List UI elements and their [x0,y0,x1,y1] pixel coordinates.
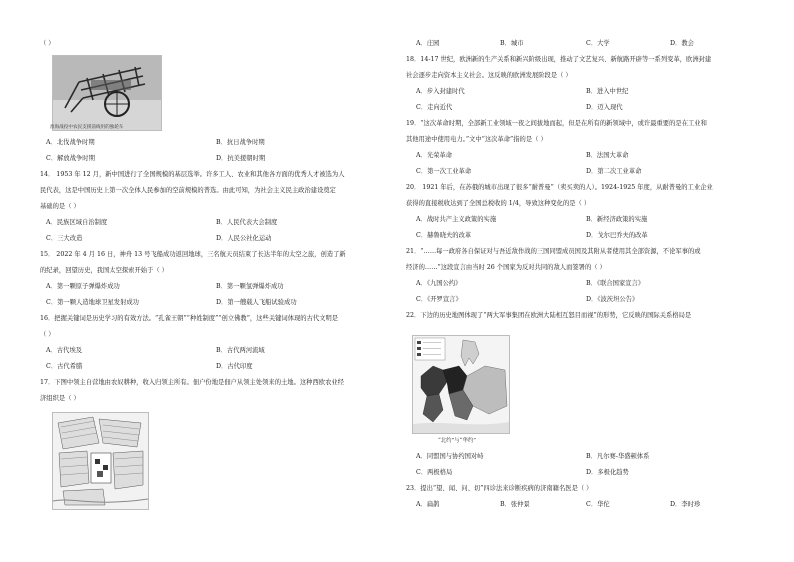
q16-option-c[interactable]: C．古代希腊 [46,363,83,370]
q20-line-1: 20． 1921 年后，在苏俄的城市出现了很多“耐普曼”（卖买卖的人）。1924-1925 年度，从耐普曼的工业企业 [406,184,713,191]
q17-option-c[interactable]: C．大学 [586,40,610,47]
q15-line-2: 的纪录，回望历史，我国太空探索开始于（ ） [40,267,168,274]
q19-option-a[interactable]: A．光荣革命 [416,152,453,159]
q18-option-b[interactable]: B．进入中世纪 [586,88,629,95]
q22-option-b[interactable]: B．凡尔赛-华盛顿体系 [586,453,650,460]
q19-line-2: 其他用途中使用电力。”文中“这次革命”指的是（ ） [406,136,547,143]
q21-option-a[interactable]: A．《九国公约》 [416,280,462,287]
q20-option-b[interactable]: B．新经济政策的实施 [586,216,648,223]
q21-option-b[interactable]: B．《联合国家宣言》 [586,280,645,287]
q20-option-a[interactable]: A．战时共产主义政策的实施 [416,216,497,223]
q22-map-caption: “北约”与“华约” [438,438,476,444]
q23-option-b[interactable]: B．张仲景 [500,501,530,508]
q21-option-c[interactable]: C．《开罗宣言》 [416,296,462,303]
q15-option-b[interactable]: B．第一颗氢弹爆炸成功 [216,283,284,290]
q17-line-2: 济组织是（ ） [40,395,80,402]
q22-option-d[interactable]: D．多极化趋势 [586,469,629,476]
q14-line-3: 基础的是（ ） [40,203,80,210]
q14-option-a[interactable]: A．民族区域自治制度 [46,219,108,226]
q18-option-a[interactable]: A．步入封建时代 [416,88,465,95]
q18-line-2: 社会逐步走向资本主义社会。这反映的欧洲发展阶段是（ ） [406,72,572,79]
q14-line-2: 民代表，这是中国历史上第一次全体人民参加的空前规模的普选。由此可知，为社会主义民主政治建设奠定 [40,187,336,194]
q16-option-d[interactable]: D．古代印度 [216,363,253,370]
q14-option-b[interactable]: B．人民代表大会制度 [216,219,278,226]
q14-option-c[interactable]: C．三大改造 [46,235,83,242]
q17-option-d[interactable]: D．教会 [670,40,694,47]
q22-europe-map [412,335,510,434]
q17-option-b[interactable]: B．城市 [500,40,524,47]
q23-option-d[interactable]: D．李时珍 [670,501,701,508]
q22-line-1: 22．下边的历史地图体现了“两大军事集团在欧洲大陆相互怒目而视”的形势，它反映的国际关系格局是 [406,312,692,319]
q17-line-1: 17．下图中领主自营地由农奴耕种，收入归领主所有。佃户份地是佃户从领主处领来的土地。这种西欧农业经 [40,379,344,386]
q16-option-a[interactable]: A．古代埃及 [46,347,83,354]
q19-option-d[interactable]: D．第二次工业革命 [586,168,642,175]
q13-option-b[interactable]: B．抗日战争时期 [216,139,265,146]
q16-option-b[interactable]: B．古代两河流域 [216,347,265,354]
q18-option-d[interactable]: D．迈入现代 [586,104,623,111]
q16-line-2: （ ） [40,331,55,338]
q20-line-2: 获得的直接税收达到了全国总税收的 1/4，导致这种变化的是（ ） [406,200,591,207]
q20-option-d[interactable]: D．戈尔巴乔夫的改革 [586,232,648,239]
q22-option-a[interactable]: A．同盟国与协约国对峙 [416,453,484,460]
q23-line-1: 23．提出“望、闻、问、切”四诊法来诊断疾病的济南籍名医是（ ） [406,485,593,492]
q13-option-a[interactable]: A．北伐战争时期 [46,139,95,146]
q19-line-1: 19．“这次革命时期，全部新工业领域一夜之间拔地而起，但是在所有的新领域中，或许最重要的是在工业和 [406,120,707,127]
q23-option-c[interactable]: C．华佗 [586,501,610,508]
q13-option-d[interactable]: D．抗美援朝时期 [216,155,266,162]
q20-option-c[interactable]: C．赫鲁晓夫的改革 [416,232,472,239]
q13-wheelbarrow-image [52,55,162,131]
q17-option-a[interactable]: A．庄园 [416,40,440,47]
q21-line-2: 经济的……”这段宣言由当时 26 个国家为反对共同的敌人而签署的（ ） [406,264,606,271]
q15-option-d[interactable]: D．第一艘载人飞船试验成功 [216,299,297,306]
q19-option-c[interactable]: C．第一次工业革命 [416,168,472,175]
q15-line-1: 15． 2022 年 4 月 16 日，神舟 13 号飞船成功返回地球，三名航天员结束了长达半年的太空之旅，创造了新 [40,251,346,258]
q13-blank: （ ） [40,40,55,47]
q14-option-d[interactable]: D．人民公社化运动 [216,235,272,242]
q15-option-c[interactable]: C．第一颗人造地球卫星发射成功 [46,299,139,306]
q13-option-c[interactable]: C．解放战争时期 [46,155,95,162]
q13-image-caption: 淮海战役中农民支援前线用的独轮车 [50,125,124,130]
q15-option-a[interactable]: A．第一颗原子弹爆炸成功 [46,283,120,290]
q21-line-1: 21．“……每一政府各自保证对与吾近敌作战的三国同盟成员国及其附从者使用其全部资源，不论军事的或 [406,248,701,255]
q21-option-d[interactable]: D．《波茨坦公告》 [586,296,639,303]
q16-line-1: 16．把握关键词是历史学习的有效方法。“孔雀王朝”“种姓制度”“创立佛教”，这些关键词体现的古代文明是 [40,315,339,322]
q23-option-a[interactable]: A．扁鹊 [416,501,440,508]
q18-option-c[interactable]: C．走向近代 [416,104,453,111]
q22-option-c[interactable]: C．两极格局 [416,469,453,476]
q14-line-1: 14． 1953 年 12 月，新中国进行了全国规模的基层选举。许多工人、农业和其他各方面的优秀人才被选为人 [40,171,345,178]
q18-line-1: 18．14-17 世纪，欧洲新的生产关系和新兴阶级出现，推动了文艺复兴、新航路开辟等一系列变革，欧洲封建 [406,56,712,63]
q19-option-b[interactable]: B．法国大革命 [586,152,629,159]
q17-manor-diagram [52,412,149,510]
